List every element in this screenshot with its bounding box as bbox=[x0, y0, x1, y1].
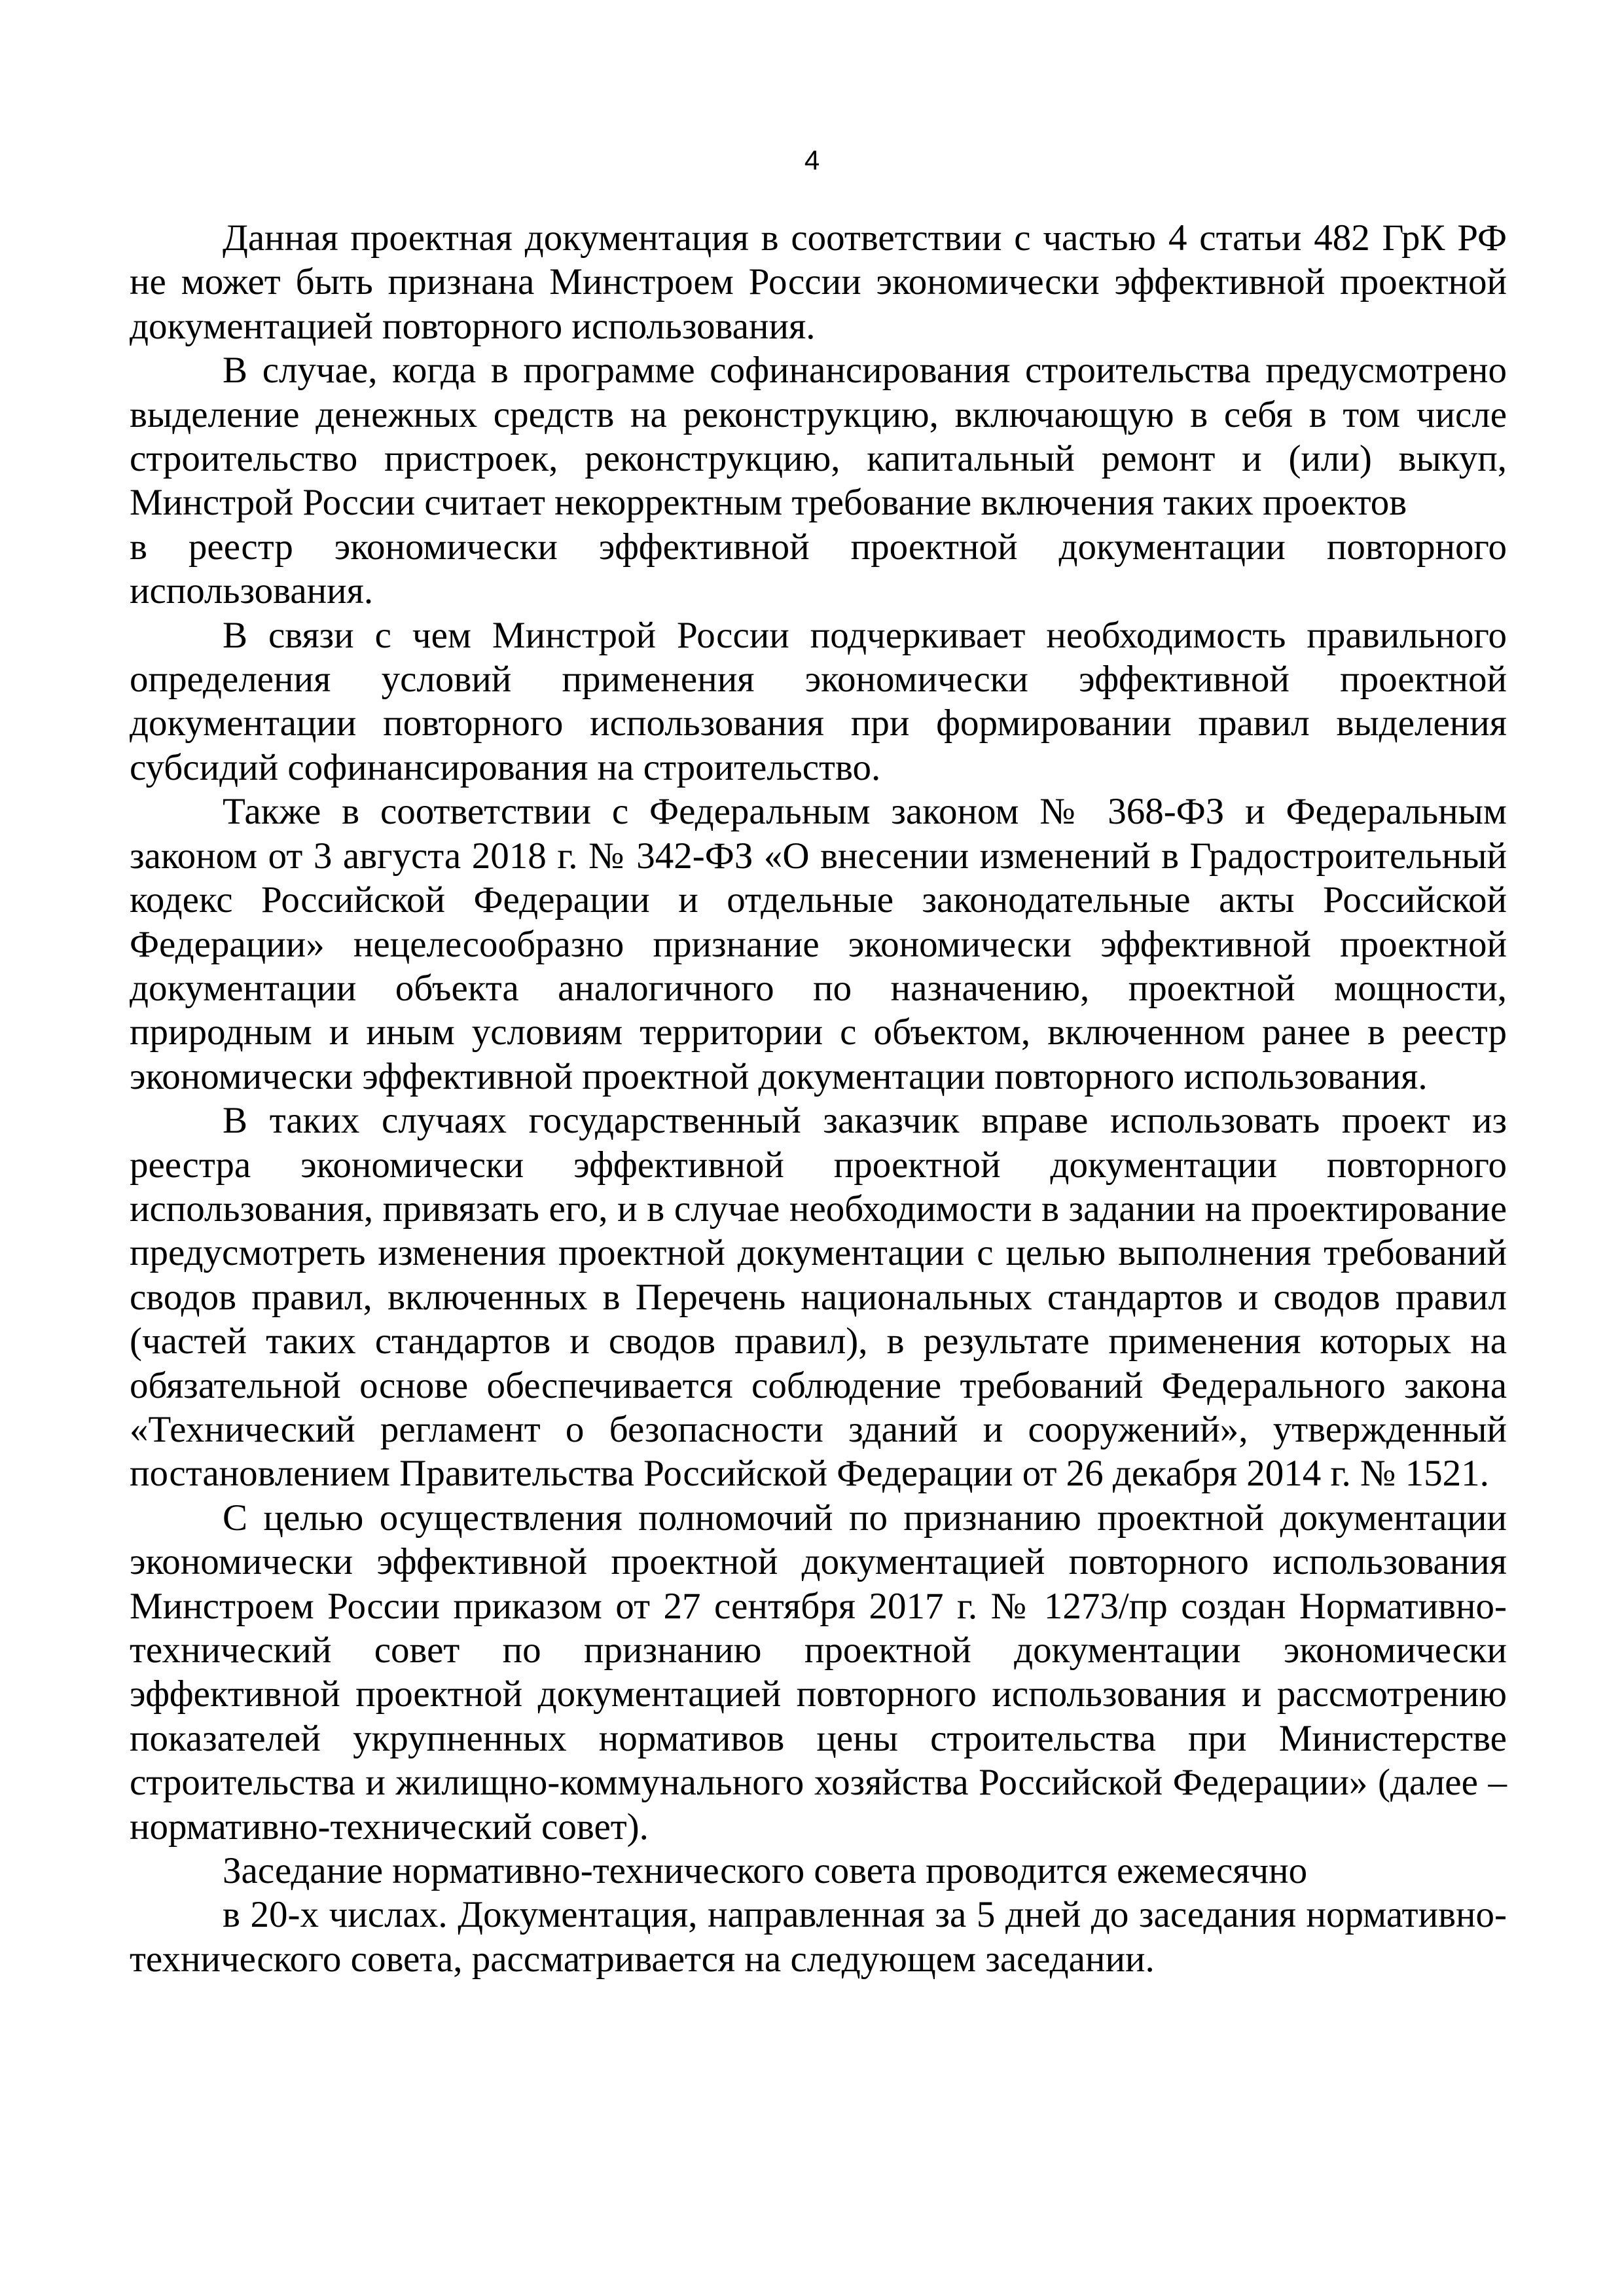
paragraph-subsidy-rules: В связи с чем Минстрой России подчеркивает необходимость правильного определения условий применения экономически эффективной проектной документации повторного использования при формировании правил выделения субсидий софинансирования на строительство. bbox=[130, 614, 1507, 788]
paragraph-meeting-schedule: в 20-х числах. Документация, направленная за 5 дней до заседания нормативно-технического совета, рассматривается на следующем заседании. bbox=[130, 1894, 1507, 1980]
page-number: 4 bbox=[804, 145, 820, 175]
paragraph-federal-law: Также в соответствии с Федеральным законом № 368-ФЗ и Федеральным законом от 3 августа 2018 г. № 342-ФЗ «О внесении изменений в Градостроительный кодекс Российской Федерации и отдельные законодательные акты Российской Федерации» нецелесообразно признание экономически эффективной проектной документации объекта аналогичного по назначению, проектной мощности, природным и иным условиям территории с объектом, включенном ранее в реестр экономически эффективной проектной документации повторного использования. bbox=[130, 791, 1507, 1097]
paragraph-council-meeting: Заседание нормативно-технического совета проводится ежемесячно bbox=[223, 1850, 1308, 1892]
paragraph-reconstruction-case: В случае, когда в программе софинансирования строительства предусмотрено выделение денежных средств на реконструкцию, включающую в себя в том числе строительство пристроек, реконструкцию, капитальный ремонт и (или) выкуп, Минстрой России считает некорректным требование включения таких проектов bbox=[130, 350, 1507, 524]
paragraph-state-customer: В таких случаях государственный заказчик вправе использовать проект из реестра экономически эффективной проектной документации повторного использования, привязать его, и в случае необходимости в задании на проектирование предусмотреть изменения проектной документации с целью выполнения требований сводов правил, включенных в Перечень национальных стандартов и сводов правил (частей таких стандартов и сводов правил), в результате применения которых на обязательной основе обеспечивается соблюдение требований Федерального закона «Технический регламент о безопасности зданий и сооружений», утвержденный постановлением Правительства Российской Федерации от 26 декабря 2014 г. № 1521. bbox=[130, 1100, 1507, 1495]
paragraph-registry-continuation: в реестр экономически эффективной проектной документации повторного использования. bbox=[130, 526, 1507, 612]
paragraph-technical-council: С целью осуществления полномочий по признанию проектной документации экономически эффективной проектной документацией повторного использования Минстроем России приказом от 27 сентября 2017 г. № 1273/пр создан Нормативно-технический совет по признанию проектной документации экономически эффективной проектной документацией повторного использования и рассмотрению показателей укрупненных нормативов цены строительства при Министерстве строительства и жилищно-коммунального хозяйства Российской Федерации» (далее – нормативно-технический совет). bbox=[130, 1497, 1507, 1848]
document-body bbox=[130, 216, 1507, 1981]
paragraph-non-eligible-documentation: Данная проектная документация в соответствии с частью 4 статьи 482 ГрК РФ не может быть признана Минстроем России экономически эффективной проектной документацией повторного использования. bbox=[130, 217, 1507, 347]
